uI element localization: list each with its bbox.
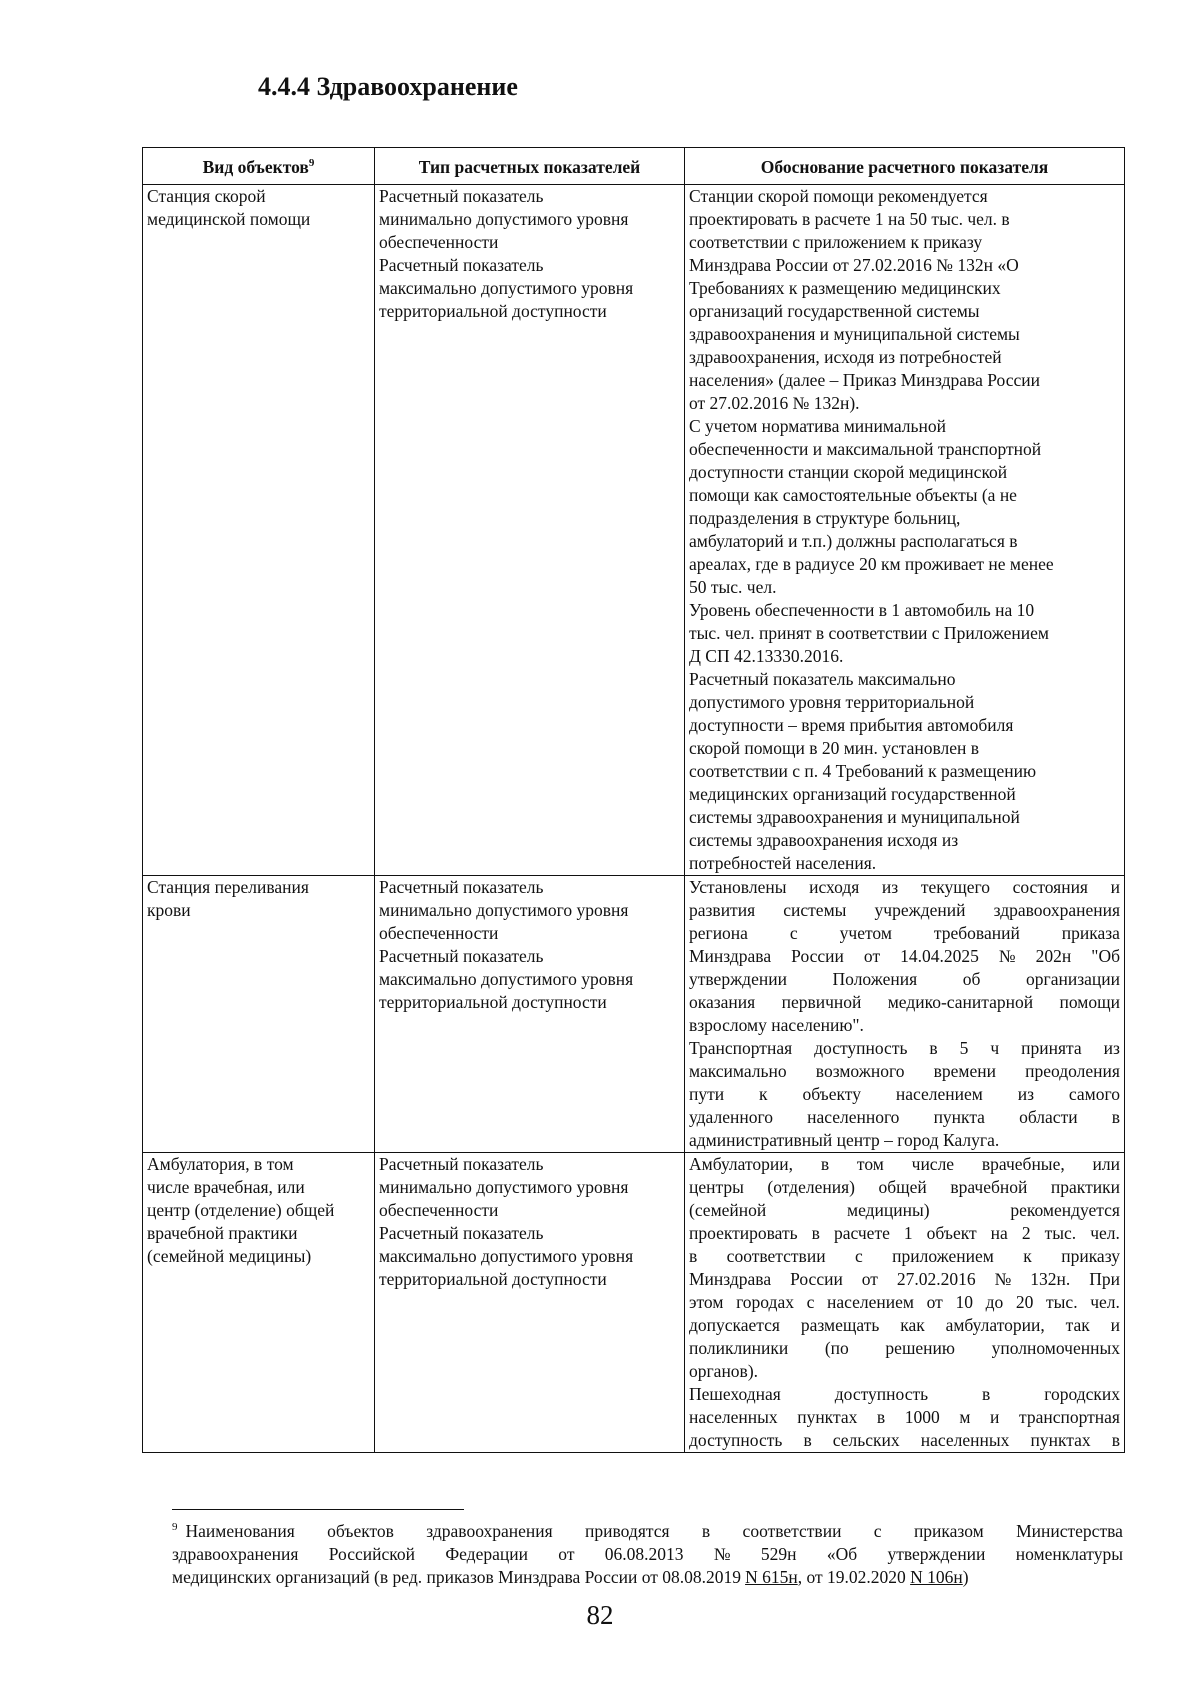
footnote-line-3-end: ): [962, 1567, 969, 1587]
cell-line: Расчетный показатель: [379, 186, 544, 206]
cell-line: допустимого уровня территориальной: [689, 692, 975, 712]
cell-line: проектировать в расчете 1 на 50 тыс. чел. в: [689, 209, 1010, 229]
cell-line: центр (отделение) общей: [147, 1200, 335, 1220]
cell-line: (семейной медицины) рекомендуется: [689, 1200, 1120, 1220]
cell-line: системы здравоохранения исходя из: [689, 830, 959, 850]
page-number: 82: [586, 1600, 614, 1630]
table-cell-col1: [143, 1153, 375, 1453]
table-cell-col3: [685, 185, 1125, 876]
table-header-row: [143, 148, 1125, 185]
cell-line: Расчетный показатель: [379, 877, 544, 897]
cell-line: центры (отделения) общей врачебной практики: [689, 1177, 1120, 1197]
cell-line: доступность в сельских населенных пунктах в: [689, 1430, 1120, 1450]
cell-line: организаций государственной системы: [689, 301, 980, 321]
cell-line: помощи как самостоятельные объекты (а не: [689, 485, 1017, 505]
cell-line: доступности станции скорой медицинской: [689, 462, 1008, 482]
cell-line: допускается размещать как амбулатории, так и: [689, 1315, 1120, 1335]
cell-line: Транспортная доступность в 5 ч принята из: [689, 1038, 1120, 1058]
cell-line: Расчетный показатель: [379, 1154, 544, 1174]
cell-line: Расчетный показатель: [379, 946, 544, 966]
cell-line: удаленного населенного пункта области в: [689, 1107, 1120, 1127]
cell-line: Амбулатория, в том: [147, 1154, 294, 1174]
header-object-type: [143, 148, 375, 185]
cell-line: населенных пунктах в 1000 м и транспортная: [689, 1407, 1120, 1427]
footnote-line-2: здравоохранения Российской Федерации от 06.08.2013 № 529н «Об утверждении номенклатуры: [172, 1544, 1123, 1564]
cell-line: поликлиники (по решению уполномоченных: [689, 1338, 1120, 1358]
header-justification: Обоснование расчетного показателя: [685, 148, 1125, 185]
header-indicator-type: Тип расчетных показателей: [375, 148, 685, 185]
table-cell-col3: [685, 876, 1125, 1153]
header-object-type-label: Вид объектов: [202, 156, 309, 177]
table-cell-col2: [375, 876, 685, 1153]
cell-line: врачебной практики: [147, 1223, 298, 1243]
cell-line: С учетом норматива минимальной: [689, 416, 946, 436]
cell-line: пути к объекту населением из самого: [689, 1084, 1120, 1104]
table-cell-col3: [685, 1153, 1125, 1453]
cell-line: Минздрава России от 14.04.2025 № 202н "Об: [689, 946, 1120, 966]
cell-line: (семейной медицины): [147, 1246, 312, 1266]
health-facilities-table: [142, 147, 1125, 1453]
footnote-line-1: [172, 1520, 1123, 1543]
cell-line: органов).: [689, 1361, 759, 1381]
cell-line: 50 тыс. чел.: [689, 577, 777, 597]
cell-line: минимально допустимого уровня: [379, 209, 629, 229]
cell-line: территориальной доступности: [379, 301, 607, 321]
section-heading: 4.4.4 Здравоохранение: [258, 72, 518, 101]
table-row: [143, 876, 1125, 1153]
cell-line: Расчетный показатель: [379, 255, 544, 275]
cell-line: проектировать в расчете 1 объект на 2 тыс. чел.: [689, 1223, 1120, 1243]
cell-line: взрослому населению".: [689, 1015, 864, 1035]
cell-line: Установлены исходя из текущего состояния и: [689, 877, 1120, 897]
footnote-line-3-mid: , от 19.02.2020: [797, 1567, 906, 1587]
cell-line: Амбулатории, в том числе врачебные, или: [689, 1154, 1120, 1174]
cell-line: минимально допустимого уровня: [379, 900, 629, 920]
cell-line: минимально допустимого уровня: [379, 1177, 629, 1197]
cell-line: амбулаторий и т.п.) должны располагаться в: [689, 531, 1018, 551]
table-cell-col1: [143, 185, 375, 876]
cell-line: здравоохранения, исходя из потребностей: [689, 347, 1002, 367]
footnote-divider: [172, 1509, 464, 1510]
cell-line: территориальной доступности: [379, 1269, 607, 1289]
cell-line: Д СП 42.13330.2016.: [689, 646, 844, 666]
cell-line: здравоохранения и муниципальной системы: [689, 324, 1020, 344]
cell-line: Расчетный показатель: [379, 1223, 544, 1243]
cell-line: Минздрава России от 27.02.2016 № 132н «О: [689, 255, 1019, 275]
cell-line: обеспеченности: [379, 232, 499, 252]
cell-line: развития системы учреждений здравоохранения: [689, 900, 1120, 920]
cell-line: подразделения в структуре больниц,: [689, 508, 961, 528]
cell-line: населения» (далее – Приказ Минздрава России: [689, 370, 1040, 390]
cell-line: медицинских организаций государственной: [689, 784, 1016, 804]
cell-line: потребностей населения.: [689, 853, 877, 873]
cell-line: максимально допустимого уровня: [379, 1246, 634, 1266]
cell-line: от 27.02.2016 № 132н).: [689, 393, 860, 413]
cell-line: территориальной доступности: [379, 992, 607, 1012]
cell-line: этом городах с населением от 10 до 20 тыс. чел.: [689, 1292, 1120, 1312]
cell-line: тыс. чел. принят в соответствии с Приложением: [689, 623, 1049, 643]
cell-line: оказания первичной медико-санитарной помощи: [689, 992, 1120, 1012]
cell-line: крови: [147, 900, 191, 920]
cell-line: медицинской помощи: [147, 209, 311, 229]
cell-line: максимально допустимого уровня: [379, 969, 634, 989]
table-row: [143, 185, 1125, 876]
cell-line: региона с учетом требований приказа: [689, 923, 1120, 943]
footnote-line-1-text: Наименования объектов здравоохранения приводятся в соответствии с приказом Министерства: [185, 1521, 1123, 1541]
cell-line: числе врачебная, или: [147, 1177, 305, 1197]
cell-line: соответствии с п. 4 Требований к размещению: [689, 761, 1037, 781]
cell-line: соответствии с приложением к приказу: [689, 232, 983, 252]
cell-line: Требованиях к размещению медицинских: [689, 278, 1001, 298]
cell-line: максимально допустимого уровня: [379, 278, 634, 298]
cell-line: утверждении Положения об организации: [689, 969, 1120, 989]
footnote-line-3: [172, 1566, 1123, 1589]
table-cell-col2: [375, 185, 685, 876]
cell-line: Станции скорой помощи рекомендуется: [689, 186, 988, 206]
cell-line: в соответствии с приложением к приказу: [689, 1246, 1120, 1266]
cell-line: Расчетный показатель максимально: [689, 669, 956, 689]
cell-line: ареалах, где в радиусе 20 км проживает не менее: [689, 554, 1054, 574]
cell-line: максимально возможного времени преодоления: [689, 1061, 1120, 1081]
cell-line: Станция скорой: [147, 186, 266, 206]
cell-line: системы здравоохранения и муниципальной: [689, 807, 1020, 827]
table-cell-col1: [143, 876, 375, 1153]
order-106n-link[interactable]: N 106н: [910, 1567, 963, 1587]
cell-line: административный центр – город Калуга.: [689, 1130, 1000, 1150]
cell-line: Уровень обеспеченности в 1 автомобиль на 10: [689, 600, 1035, 620]
cell-line: Пешеходная доступность в городских: [689, 1384, 1120, 1404]
cell-line: обеспеченности: [379, 923, 499, 943]
footnote-ref[interactable]: 9: [308, 156, 315, 169]
footnote: [172, 1520, 1123, 1589]
cell-line: Минздрава России от 27.02.2016 № 132н. При: [689, 1269, 1120, 1289]
cell-line: доступности – время прибытия автомобиля: [689, 715, 1014, 735]
cell-line: обеспеченности: [379, 1200, 499, 1220]
table-row: [143, 1153, 1125, 1453]
footnote-marker: 9: [172, 1521, 178, 1534]
order-615n-link[interactable]: N 615н: [745, 1567, 798, 1587]
table-cell-col2: [375, 1153, 685, 1453]
cell-line: скорой помощи в 20 мин. установлен в: [689, 738, 980, 758]
cell-line: обеспеченности и максимальной транспортной: [689, 439, 1042, 459]
cell-line: Станция переливания: [147, 877, 309, 897]
footnote-line-3-text: медицинских организаций (в ред. приказов Минздрава России от 08.08.2019: [172, 1567, 742, 1587]
